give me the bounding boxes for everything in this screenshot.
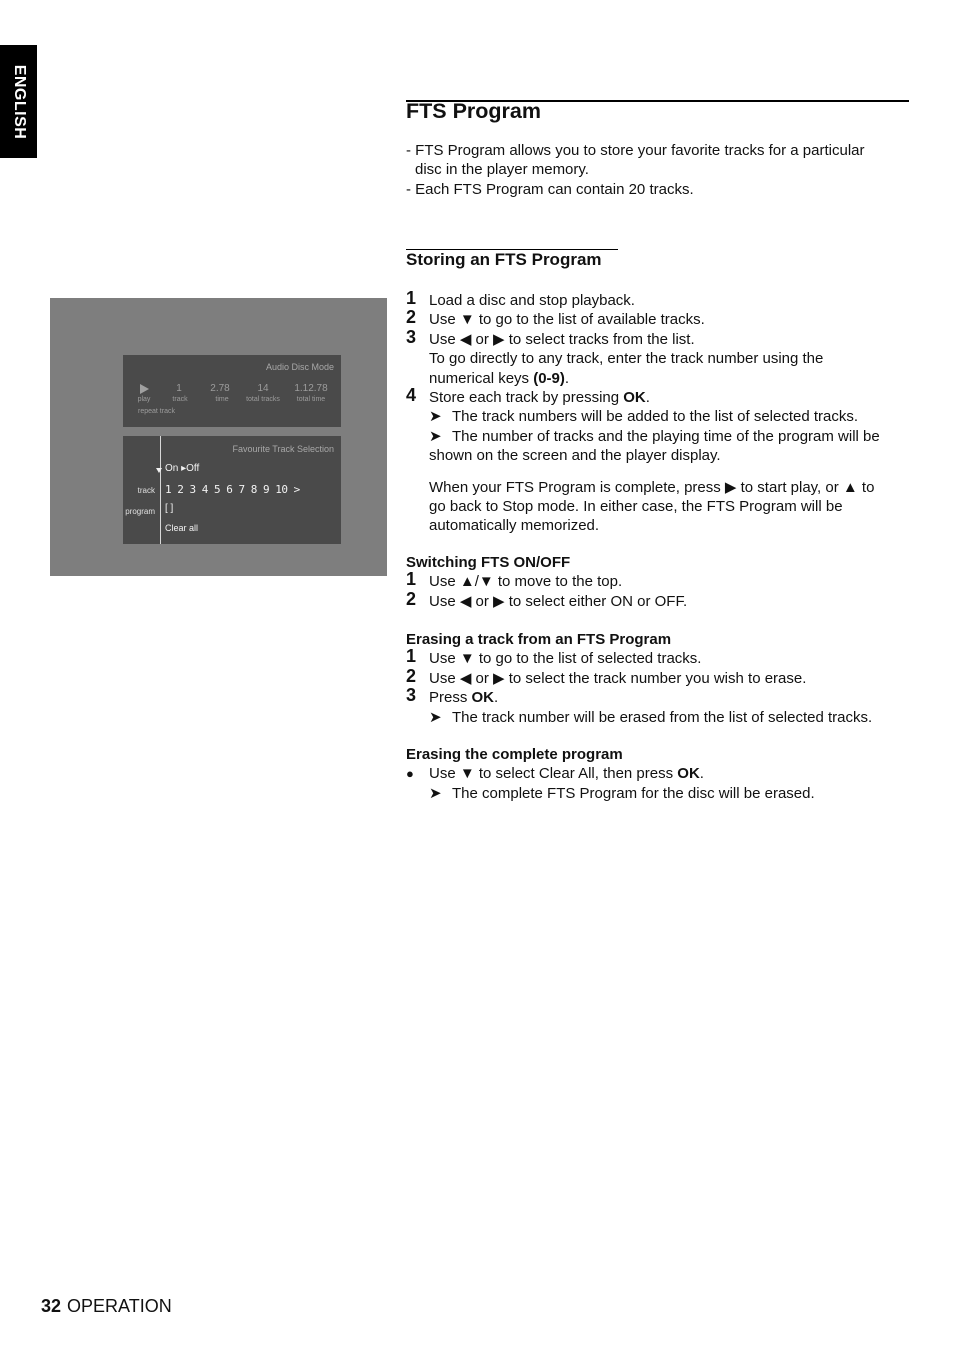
key-label: OK [471, 689, 495, 707]
step-text: Use ▲/▼ to move to the top. [429, 573, 623, 591]
subsection-title: Switching FTS ON/OFF [406, 554, 571, 571]
intro-line: - FTS Program allows you to store your favorite tracks for a particular [406, 142, 865, 159]
storing-steps [406, 288, 910, 536]
time-label: time [215, 396, 229, 403]
page-footer [41, 1296, 172, 1317]
step-text: To go directly to any track, enter the track number using the [429, 350, 824, 368]
panel-title: Audio Disc Mode [265, 362, 334, 372]
key-label: OK [677, 765, 700, 783]
key-label: OK [623, 389, 646, 407]
arrow-icon: ➤ [429, 427, 442, 445]
step-text: The number of tracks and the playing time of the program will be [452, 427, 880, 445]
repeat-track-label: repeat track [138, 408, 175, 415]
step-text: The track numbers will be added to the list of selected tracks. [452, 408, 859, 426]
track-value: 1 [176, 383, 182, 394]
subsection-title: Erasing a track from an FTS Program [406, 631, 672, 648]
track-label: track [172, 396, 188, 403]
step-text: . [645, 389, 650, 407]
program-list[interactable]: [ ] [165, 503, 174, 514]
key-label: (0-9) [533, 369, 565, 387]
total-tracks-label: total tracks [246, 396, 280, 403]
step-text: . [494, 689, 499, 707]
audio-disc-mode-panel [123, 355, 341, 427]
step-text: The complete FTS Program for the disc will be erased. [452, 784, 815, 802]
step-2: 2 Use ▼ to go to the list of available tracks. [406, 307, 705, 329]
step-1: 1 Load a disc and stop playback. [406, 288, 635, 309]
track-row-label: track [137, 486, 155, 495]
total-time-value: 1.12.78 [294, 383, 328, 394]
program-row-label: program [125, 507, 155, 516]
cursor-arrow-icon [156, 468, 162, 473]
step-text: Use ▼ to go to the list of available tracks. [429, 311, 705, 329]
clear-all-button[interactable]: Clear all [165, 523, 199, 533]
bullet-icon: ● [406, 766, 414, 782]
intro-line: - Each FTS Program can contain 20 tracks. [406, 180, 694, 198]
tv-screen-figure [50, 298, 387, 576]
play-icon [140, 384, 149, 394]
subsection-title: Erasing the complete program [406, 746, 623, 763]
footer-section: OPERATION [67, 1296, 172, 1316]
intro [406, 141, 910, 199]
favourite-track-panel [123, 436, 341, 544]
section-title: Storing an FTS Program [406, 250, 602, 269]
total-time-label: total time [296, 396, 326, 403]
arrow-icon: ➤ [429, 784, 442, 802]
total-tracks-value: 14 [257, 383, 269, 394]
erasing-all-section [406, 745, 910, 803]
step-text: Use ◀ or ▶ to select the track number you wish to erase. [429, 669, 807, 687]
language-label: ENGLISH [10, 64, 28, 139]
bullet-item [406, 764, 910, 803]
step-text: Use ▼ to select Clear All, then press [429, 765, 678, 783]
divider [160, 436, 161, 544]
step-1: 1 Use ▲/▼ to move to the top. [406, 569, 623, 591]
on-off-toggle[interactable]: On ▸Off [165, 463, 200, 474]
time-value: 2.78 [210, 383, 230, 394]
intro-line: disc in the player memory. [415, 161, 589, 179]
step-4: 4 Store each track by pressing OK. ➤ The track numbers will be added to the list of selected tracks. ➤ The number of tracks and the playing time of the program will be shown on the screen and the player display. [406, 385, 880, 465]
step-text: Use ▼ to go to the list of selected tracks. [429, 650, 702, 668]
step-text: Store each track by pressing [429, 389, 624, 407]
note-text: When your FTS Program is complete, press ▶ to start play, or ▲ to [429, 478, 875, 496]
arrow-icon: ➤ [429, 408, 442, 426]
note-text: automatically memorized. [429, 517, 600, 535]
erasing-track-section [406, 630, 910, 727]
step-text: numerical keys [429, 369, 534, 387]
panel-title: Favourite Track Selection [232, 444, 334, 454]
step-text: shown on the screen and the player display. [429, 447, 721, 465]
step-text: . [564, 369, 570, 387]
arrow-icon: ➤ [429, 708, 442, 726]
page-number: 32 [41, 1296, 62, 1316]
step-text: The track number will be erased from the list of selected tracks. [452, 708, 873, 726]
step-3: 3 Press OK. ➤ The track number will be erased from the list of selected tracks. [406, 685, 873, 726]
step-1: 1 Use ▼ to go to the list of selected tracks. [406, 646, 702, 668]
play-label: play [137, 396, 151, 403]
track-list[interactable]: 1 2 3 4 5 6 7 8 9 10 > [165, 483, 300, 496]
language-tab [0, 45, 37, 158]
switching-section [406, 553, 910, 611]
step-text: Use ◀ or ▶ to select either ON or OFF. [429, 592, 688, 610]
step-2: 2 Use ◀ or ▶ to select either ON or OFF. [406, 588, 688, 610]
page-title: FTS Program [406, 99, 541, 123]
step-text: Press [429, 689, 472, 707]
completion-note [406, 478, 910, 536]
step-3: 3 Use ◀ or ▶ to select tracks from the list. To go directly to any track, enter the track number using the numerical keys (0-9). [406, 326, 824, 387]
note-text: go back to Stop mode. In either case, the FTS Program will be [429, 498, 843, 516]
step-text: . [699, 765, 704, 783]
step-text: Use ◀ or ▶ to select tracks from the list. [429, 330, 695, 348]
step-text: Load a disc and stop playback. [429, 292, 635, 309]
step-2: 2 Use ◀ or ▶ to select the track number you wish to erase. [406, 665, 807, 687]
